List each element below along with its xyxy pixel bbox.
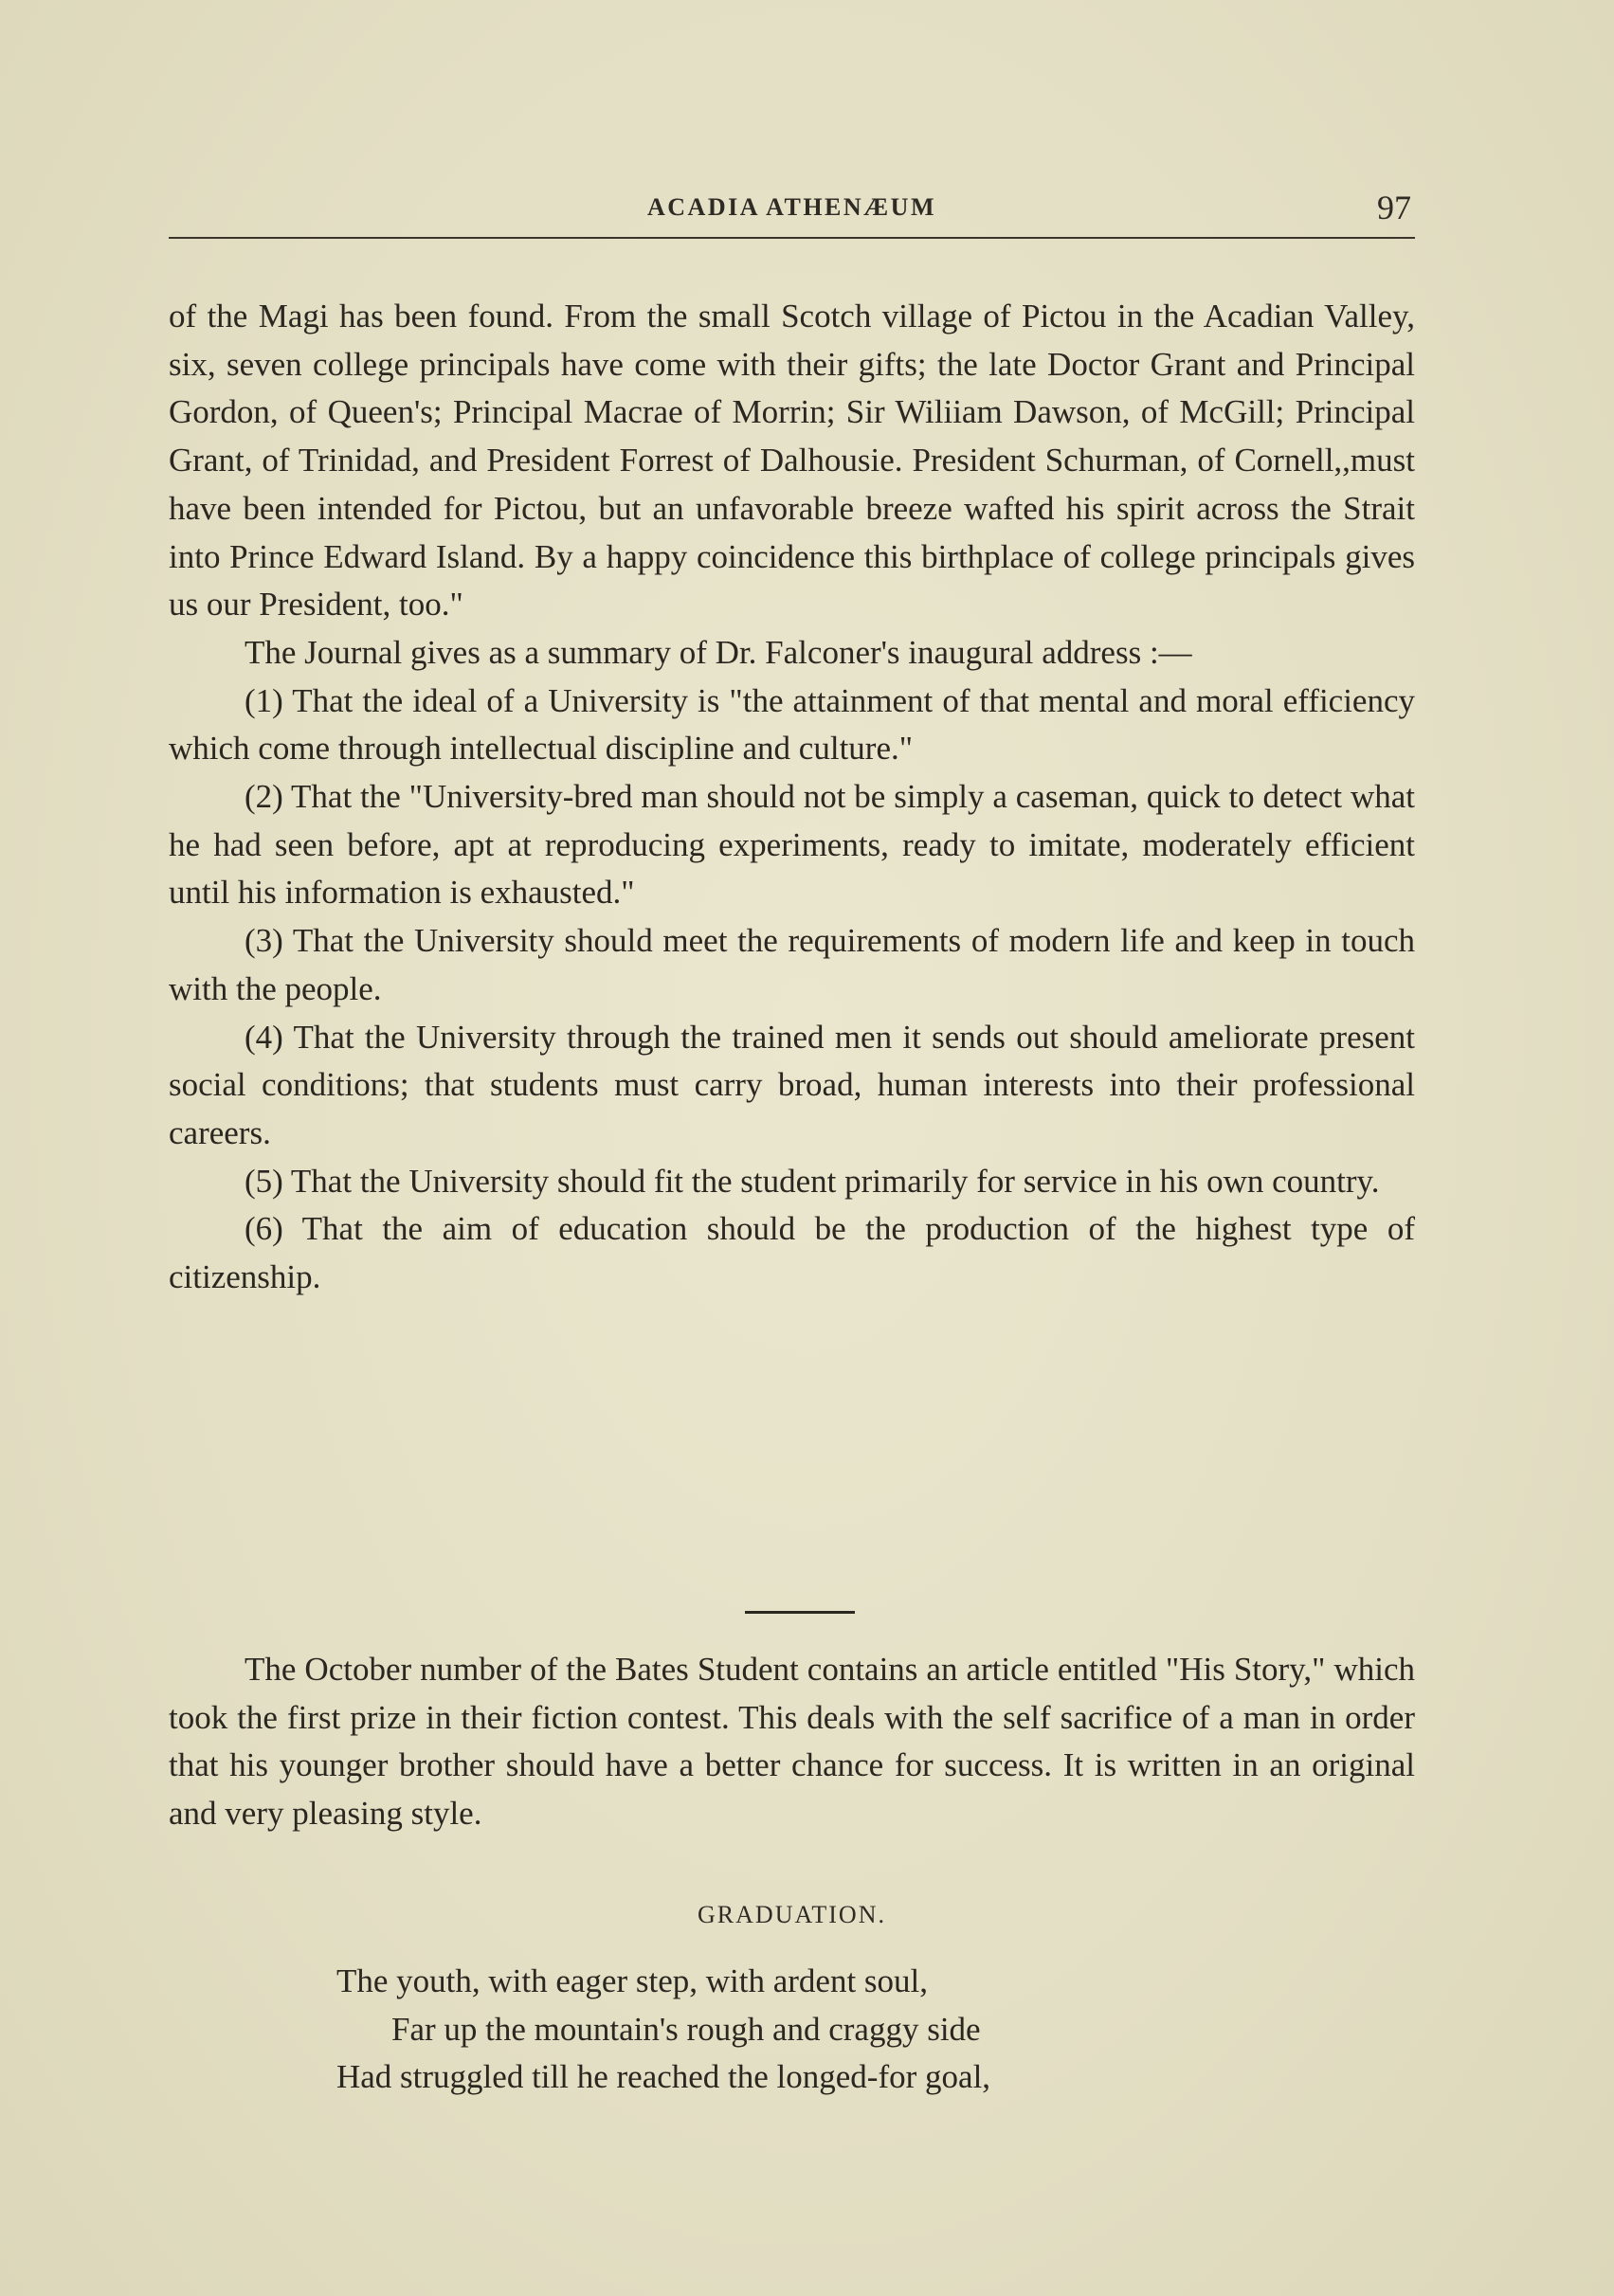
header-rule bbox=[169, 237, 1415, 239]
paragraph-point-5: (5) That the University should fit the student primarily for service in his own country. bbox=[245, 1162, 1380, 1200]
poem-line: The youth, with eager step, with ardent soul, bbox=[336, 1962, 929, 1999]
paragraph-point-4: (4) That the University through the trained men it sends out should ameliorate present social conditions; that students must carry broad, human interests into their professional careers. bbox=[169, 1018, 1415, 1151]
poem-line: Had struggled till he reached the longed-for goal, bbox=[336, 2058, 991, 2096]
page-number: 97 bbox=[1377, 189, 1411, 226]
page-header bbox=[169, 186, 1415, 241]
article-body bbox=[169, 293, 1415, 1302]
paragraph-continuation: of the Magi has been found. From the small Scotch village of Pictou in the Acadian Valley, six, seven college principals have come with their gifts; the late Doctor Grant and Principal Gordon, of Queen's; Principal Macrae of Morrin; Sir Wiliiam Dawson, of McGill; Principal Grant, of Trinidad, and President Forrest of Dalhousie. President Schurman, of Cornell,,must have been intended for Pictou, but an unfavorable breeze wafted his spirit across the Strait into Prince Edward Island. By a happy coincidence this birthplace of college principals gives us our President, too." bbox=[169, 298, 1415, 624]
paragraph-journal: The Journal gives as a summary of Dr. Falconer's inaugural address :— bbox=[245, 633, 1192, 671]
poem-title: GRADUATION. bbox=[698, 1901, 886, 1928]
running-head: ACADIA ATHENÆUM bbox=[647, 193, 936, 221]
section-separator bbox=[745, 1611, 855, 1614]
poem-line: Far up the mountain's rough and craggy side bbox=[391, 2010, 981, 2048]
paragraph-bates-review: The October number of the Bates Student contains an article entitled "His Story," which took the first prize in their fiction contest. This deals with the self sacrifice of a man in order that his younger brother should have a better chance for success. It is written in an original and very pleasing style. bbox=[169, 1651, 1415, 1833]
paragraph-point-2: (2) That the "University-bred man should not be simply a caseman, quick to detect what he had seen before, apt at reproducing experiments, ready to imitate, moderately efficient until his information is exhausted." bbox=[169, 778, 1415, 912]
paragraph-point-1: (1) That the ideal of a University is "the attainment of that mental and moral efficiency which come through intellectual discipline and culture." bbox=[169, 681, 1415, 768]
paragraph-point-6: (6) That the aim of education should be the production of the highest type of citizenship. bbox=[169, 1210, 1415, 1296]
paragraph-point-3: (3) That the University should meet the requirements of modern life and keep in touch with the people. bbox=[169, 922, 1415, 1007]
poem bbox=[336, 1958, 1415, 2102]
